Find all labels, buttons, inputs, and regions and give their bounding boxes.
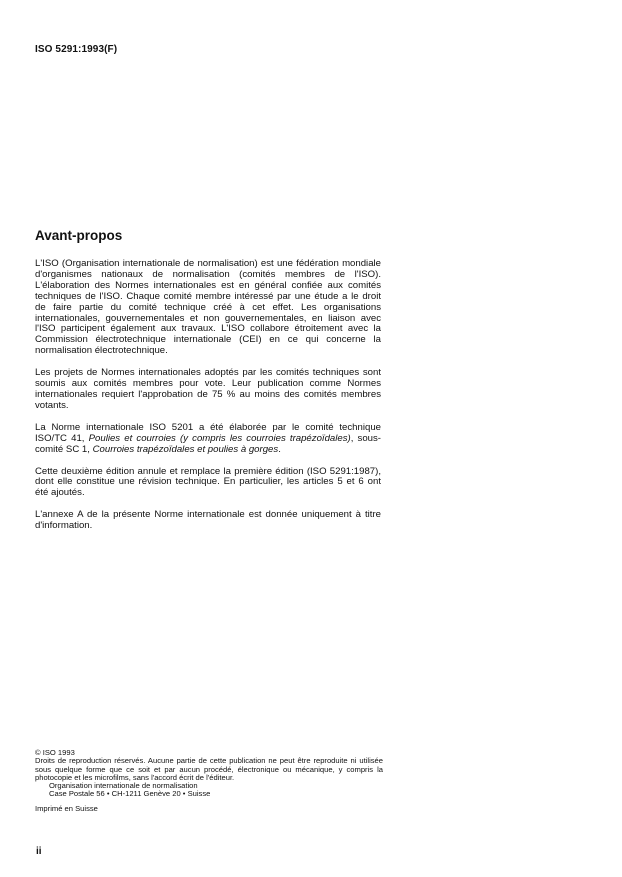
section-title: Avant-propos	[35, 228, 123, 243]
committee-title: Poulies et courroies (y compris les courroies trapézoïdales)	[88, 432, 351, 444]
committee-text-2: , sous-comité SC 1,	[35, 432, 381, 455]
copyright-block	[35, 749, 383, 813]
paragraph-committee	[35, 423, 381, 456]
paragraph-annex: L'annexe A de la présente Norme internationale est donnée uniquement à titre d'information.	[35, 509, 381, 532]
committee-text-1: La Norme internationale ISO 5201 a été élaborée par le comité technique ISO/TC 41,	[35, 421, 381, 444]
committee-text-3: .	[278, 443, 281, 455]
document-id-header: ISO 5291:1993(F)	[35, 44, 118, 55]
paragraph-edition: Cette deuxième édition annule et remplace la première édition (ISO 5291:1987), dont elle constitue une révision technique. En particulier, les articles 5 et 6 ont été ajoutés.	[35, 465, 381, 499]
rights-notice: Droits de reproduction réservés. Aucune partie de cette publication ne peut être reproduite ni utilisée sous quelque forme que ce soit et par aucun procédé, électronique ou mécanique, y compris la photocopie et les microfilms, sans l'accord écrit de l'éditeur.	[35, 756, 383, 782]
organization-name: Organisation internationale de normalisation	[49, 781, 198, 791]
subcommittee-title: Courroies trapézoïdales et poulies à gorges	[92, 443, 279, 455]
printed-in: Imprimé en Suisse	[35, 803, 98, 813]
organization-address: Case Postale 56 • CH-1211 Genève 20 • Suisse	[49, 789, 211, 799]
paragraph-iso-intro: L'ISO (Organisation internationale de normalisation) est une fédération mondiale d'organismes nationaux de normalisation (comités membres de l'ISO). L'élaboration des Normes internationales est en général confiée aux comités techniques de l'ISO. Chaque comité membre intéressé par une étude a le droit de faire partie du comité technique créé à cet effet. Les organisations internationales, gouvernementales et non gouvernementales, en liaison avec l'ISO participent également aux travaux. L'ISO collabore étroitement avec la Commission électrotechnique internationale (CEI) en ce qui concerne la normalisation électrotechnique.	[35, 258, 381, 357]
paragraph-voting: Les projets de Normes internationales adoptés par les comités techniques sont soumis aux comités membres pour vote. Leur publication comme Normes internationales requiert l'approbation de 75 % au moins des comités membres votants.	[35, 367, 381, 411]
page-number: ii	[36, 846, 42, 857]
copyright-line: © ISO 1993	[35, 748, 75, 757]
foreword-body	[35, 259, 381, 543]
